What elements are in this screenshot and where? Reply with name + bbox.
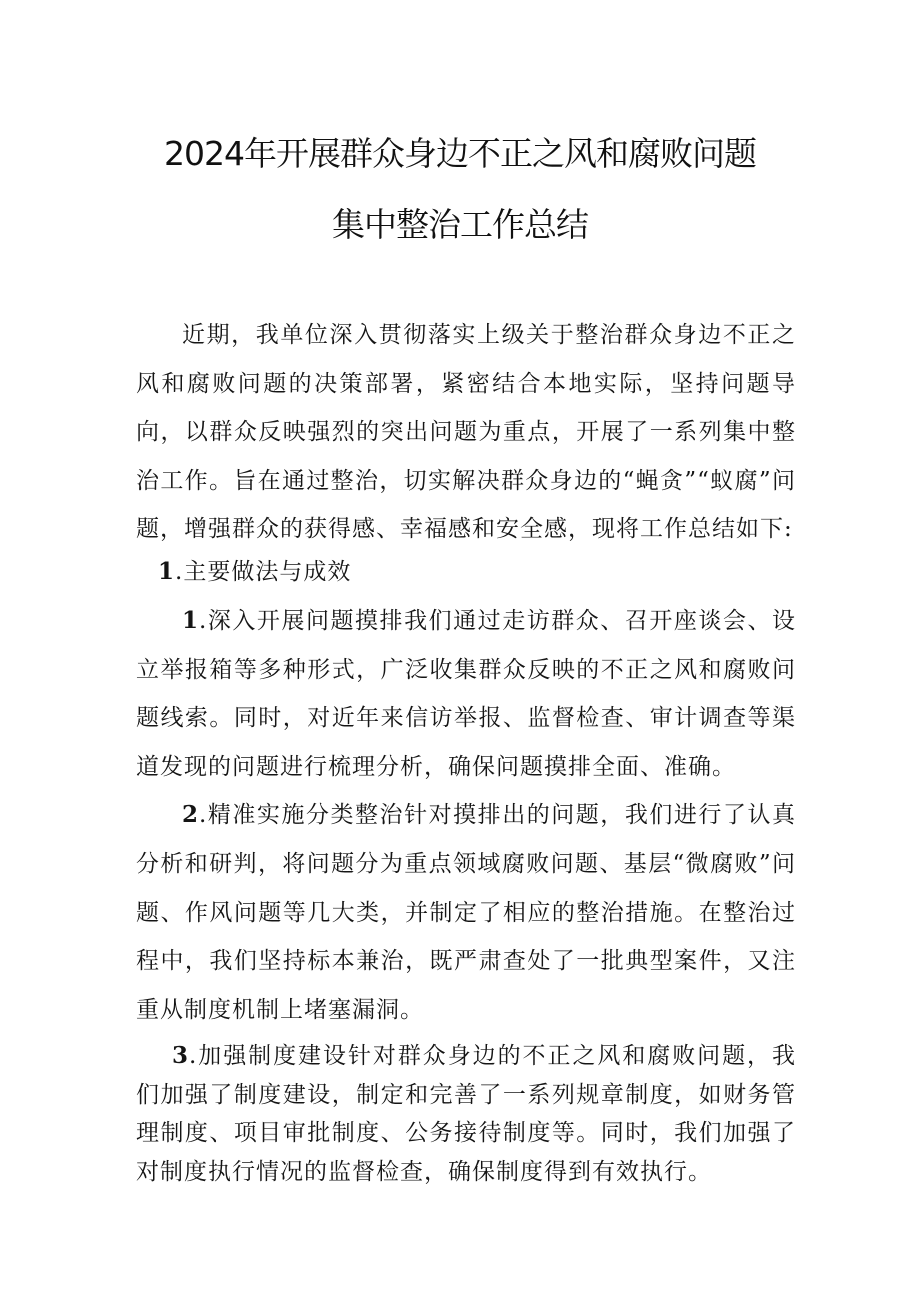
item-number: 3 [172,1042,190,1069]
item-text: .深入开展问题摸排我们通过走访群众、召开座谈会、设立举报箱等多种形式，广泛收集群众反映的不正之风和腐败问题线索。同时，对近年来信访举报、监督检查、审计调查等渠道发现的问题进行梳理分析，确保问题摸排全面、准确。 [136,608,796,780]
item-text: .加强制度建设针对群众身边的不正之风和腐败问题，我们加强了制度建设，制定和完善了一系列规章制度，如财务管理制度、项目审批制度、公务接待制度等。同时，我们加强了对制度执行情况的监督检查，确保制度得到有效执行。 [136,1043,796,1185]
document-title-line1: 2024年开展群众身边不正之风和腐败问题 [164,134,756,173]
item-paragraph-2 [136,791,796,1035]
item-paragraph-3 [136,1037,796,1191]
section-heading-number: 1 [158,558,176,585]
document-title-line2: 集中整治工作总结 [332,205,588,244]
section-heading-text: .主要做法与成效 [175,559,352,585]
item-text: .精准实施分类整治针对摸排出的问题，我们进行了认真分析和研判，将问题分为重点领域腐败问题、基层“微腐败”问题、作风问题等几大类，并制定了相应的整治措施。在整治过程中，我们坚持标本兼治，既严肃查处了一批典型案件，又注重从制度机制上堵塞漏洞。 [136,802,796,1024]
intro-paragraph: 近期，我单位深入贯彻落实上级关于整治群众身边不正之风和腐败问题的决策部署，紧密结合本地实际，坚持问题导向，以群众反映强烈的突出问题为重点，开展了一系列集中整治工作。旨在通过整治，切实解决群众身边的“蝇贪”“蚁腐”问题，增强群众的获得感、幸福感和安全感，现将工作总结如下: [136,322,796,543]
item-number: 2 [182,801,200,828]
item-number: 1 [182,607,200,634]
item-paragraph-1 [136,597,796,791]
section-heading [158,552,798,592]
